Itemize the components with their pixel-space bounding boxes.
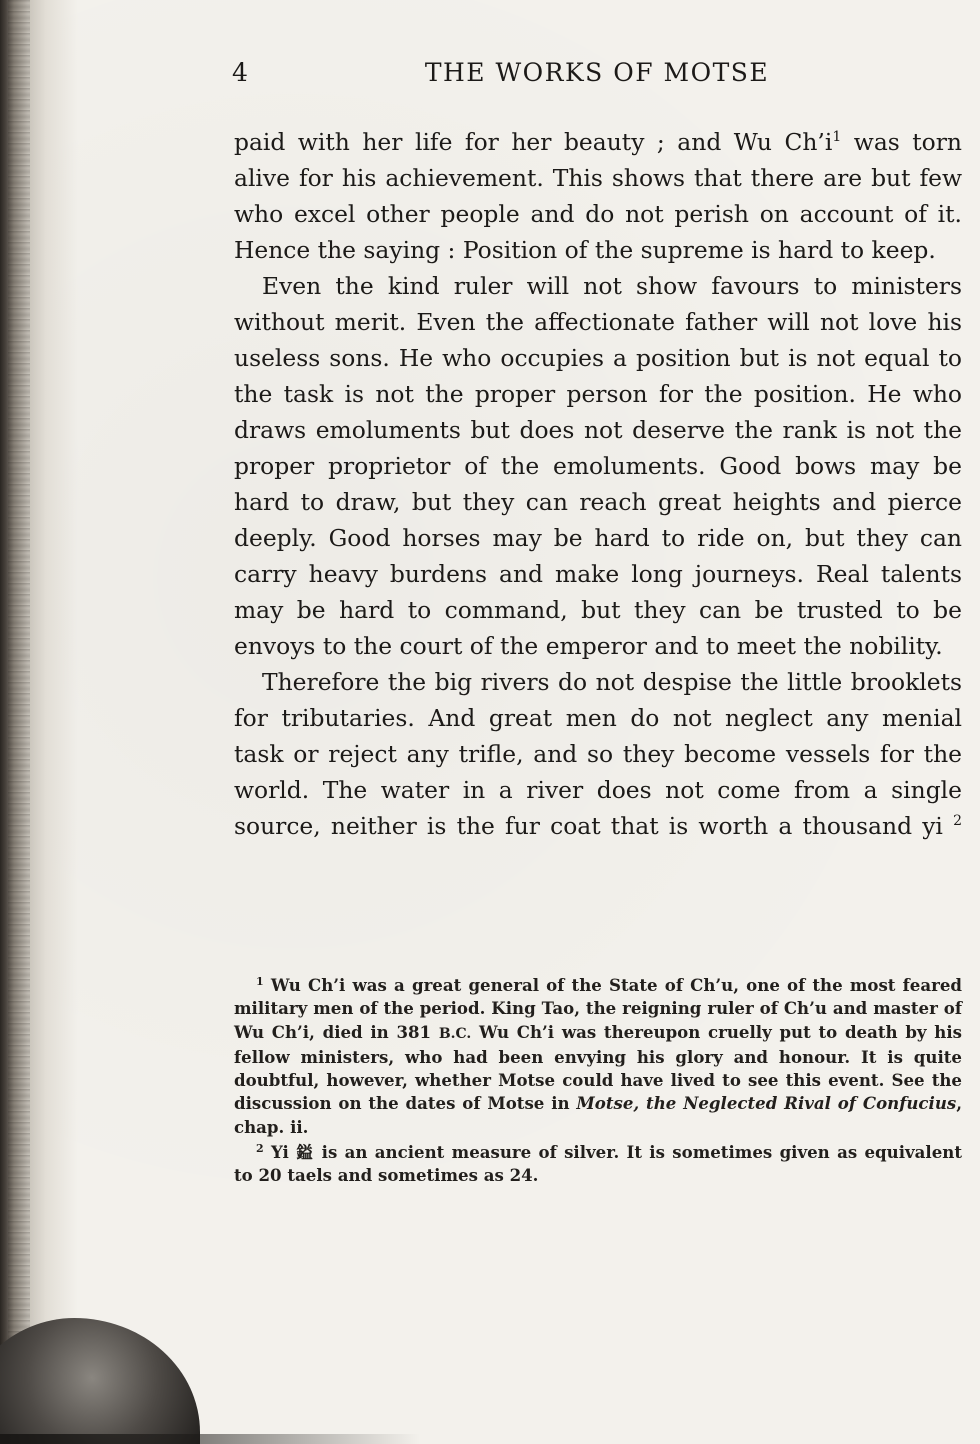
running-head: THE WORKS OF MOTSE [424, 58, 770, 87]
paragraph-2: Even the kind ruler will not show favours to ministers without merit. Even the affectionate father will not love his useless sons. He who occupies a position but is not equal to the task is not the proper person for the position. He who draws emoluments but does not deserve the rank is not the proper proprietor of the emoluments. Good bows may be hard to draw, but they can reach great heights and pierce deeply. Good horses may be hard to ride on, but they can carry heavy burdens and make long journeys. Real talents may be hard to command, but they can be trusted to be envoys to the court of the emperor and to meet the nobility. [234, 272, 962, 660]
page-header [232, 58, 962, 92]
footnote-2 [234, 1141, 962, 1188]
footnote-2-character: 鎰 [296, 1142, 315, 1163]
footnote-1-era: B.C. [438, 1025, 472, 1042]
footnote-2-text-b: is an ancient measure of silver. It is sometimes given as equivalent to 20 taels and sometimes as 24. [234, 1142, 963, 1186]
page-number: 4 [232, 58, 248, 87]
footnote-1-text: Wu Ch’i was a great general of the State of Ch’u, one of the most feared military men of the period. King Tao, the reigning ruler of Ch’u and master of Wu Ch’i, died in 381 [234, 975, 962, 1042]
footnote-1-book-title: Motse, the Neglected Rival of Confucius [576, 1093, 957, 1114]
footnote-2-text-a: Yi [263, 1142, 297, 1163]
footnote-ref-2: 2 [953, 813, 962, 829]
paragraph-3-text: Therefore the big rivers do not despise the little brooklets for tributaries. And great men do not neglect any menial task or reject any trifle, and so they become vessels for the world. The water in a river does not come from a single source, neither is the fur coat that is worth a thousand yi [234, 668, 962, 840]
footnote-1 [234, 974, 962, 1139]
footnote-1-text-3: , chap. ii. [234, 1093, 963, 1137]
book-binding-edge [0, 0, 78, 1444]
body-text [234, 124, 962, 844]
footnotes [234, 974, 962, 1188]
thumb-shadow [0, 1318, 200, 1444]
paragraph-3 [234, 664, 962, 844]
bottom-edge-shadow [0, 1434, 420, 1444]
footnote-2-marker: 2 [256, 1142, 264, 1156]
paragraph-1-text-a: paid with her life for her beauty ; and Wu Ch’i [234, 128, 833, 156]
paragraph-1 [234, 124, 962, 268]
paragraph-1-text-b: was torn alive for his achievement. This shows that there are but few who excel other people and do not perish on account of it. Hence the saying : Position of the supreme is hard to keep. [234, 128, 963, 264]
footnote-1-text-2: Wu Ch’i was thereupon cruelly put to death by his fellow ministers, who had been envying his glory and honour. It is quite doubtful, however, whether Motse could have lived to see this event. See the discussion on the dates of Motse in [234, 1021, 962, 1114]
footnote-1-marker: 1 [256, 975, 264, 988]
footnote-ref-1: 1 [832, 129, 842, 145]
